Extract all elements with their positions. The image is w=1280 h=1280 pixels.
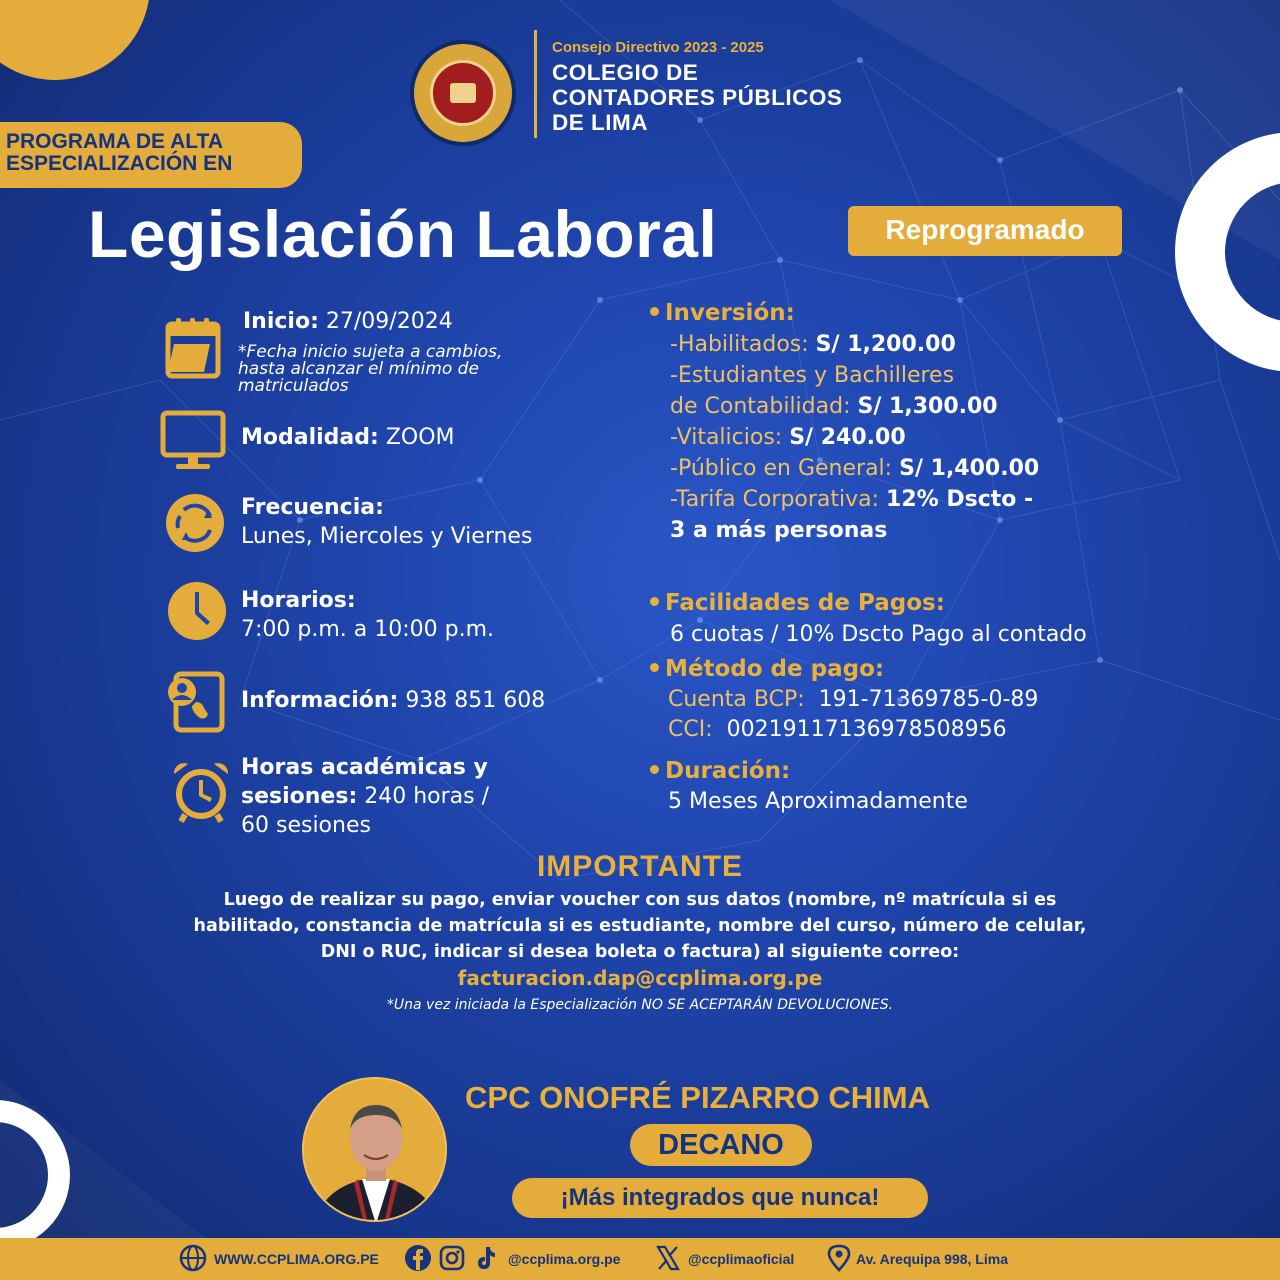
start-note-line-3: matriculados — [238, 376, 349, 396]
bullet-icon — [650, 765, 659, 774]
information-phone[interactable]: 938 851 608 — [405, 688, 546, 713]
bullet-icon — [650, 307, 659, 316]
alarm-clock-icon — [170, 760, 232, 824]
x-twitter-icon[interactable] — [654, 1243, 682, 1273]
bcp-account: 191-71369785-0-89 — [818, 687, 1039, 712]
no-refund-note: *Una vez iniciada la Especialización NO SE ACEPTARÁN DEVOLUCIONES. — [386, 997, 894, 1013]
method-heading: Método de pago: — [665, 656, 885, 682]
location-pin-icon — [826, 1243, 852, 1273]
start-value: 27/09/2024 — [325, 309, 453, 334]
important-line-1: Luego de realizar su pago, enviar voucher con sus datos (nombre, nº matrícula si es — [223, 890, 1057, 910]
academic-label-line-1: Horas académicas y — [241, 755, 488, 780]
lifetime-label: -Vitalicios: — [670, 425, 783, 450]
facilities-value: 6 cuotas / 10% Dscto Pago al contado — [670, 622, 1087, 647]
schedule — [241, 586, 494, 644]
important-line-3: DNI o RUC, indicar si desea boleta o factura) al siguiente correo: — [320, 942, 960, 962]
program-line-1: PROGRAMA DE ALTA — [6, 130, 223, 153]
council-period: Consejo Directivo 2023 - 2025 — [552, 39, 764, 56]
recurring-cycle-icon — [164, 492, 226, 554]
status-badge: Reprogramado — [848, 206, 1122, 256]
frequency-label: Frecuencia: — [241, 495, 384, 520]
start-note — [238, 344, 502, 395]
academic-hours — [241, 753, 489, 840]
important-title: IMPORTANTE — [536, 850, 744, 883]
slogan-badge: ¡Más integrados que nunca! — [512, 1178, 928, 1218]
academic-label-line-2: sesiones: — [241, 784, 358, 809]
facebook-icon[interactable] — [404, 1243, 432, 1273]
frequency — [241, 493, 532, 551]
duration-value: 5 Meses Aproximadamente — [668, 789, 968, 814]
academic-value-line-1: 240 horas / — [364, 784, 490, 809]
mode-label: Modalidad: — [241, 425, 379, 450]
payment-method-section — [650, 654, 1038, 745]
bullet-icon — [650, 663, 659, 672]
modality — [241, 423, 455, 452]
corporate-discount: 12% Dscto - — [886, 487, 1034, 512]
important-body — [100, 887, 1180, 965]
cci-label: CCI: — [668, 717, 713, 742]
cci-account: 00219117136978508956 — [726, 717, 1007, 742]
twitter-handle[interactable]: @ccplimaoficial — [688, 1251, 795, 1267]
monitor-icon — [160, 410, 226, 472]
college-name-line-1: COLEGIO DE — [552, 60, 699, 85]
lifetime-price: S/ 240.00 — [789, 425, 906, 450]
academic-value-line-2: 60 sesiones — [241, 813, 371, 838]
dean-role-badge: DECANO — [630, 1124, 812, 1166]
globe-icon — [178, 1243, 208, 1273]
dean-portrait-avatar — [304, 1079, 447, 1222]
clock-icon — [166, 580, 228, 642]
billing-email-link[interactable]: facturacion.dap@ccplima.org.pe — [457, 966, 823, 990]
phone-contact-icon — [162, 668, 228, 734]
schedule-label: Horarios: — [241, 588, 356, 613]
investment-section — [650, 298, 1039, 546]
frequency-value: Lunes, Miercoles y Viernes — [241, 524, 533, 549]
header-divider — [534, 30, 537, 138]
tiktok-icon[interactable] — [472, 1243, 500, 1273]
corporate-label: -Tarifa Corporativa: — [670, 487, 880, 512]
duration-heading: Duración: — [665, 758, 791, 784]
public-price: S/ 1,400.00 — [899, 456, 1040, 481]
bullet-icon — [650, 597, 659, 606]
calendar-icon — [160, 316, 224, 380]
dean-photo — [302, 1077, 447, 1222]
course-title: Legislación Laboral — [88, 197, 718, 271]
program-badge — [0, 122, 302, 188]
start-label: Inicio: — [243, 309, 319, 334]
address: Av. Arequipa 998, Lima — [856, 1251, 1008, 1267]
information-label: Información: — [241, 688, 399, 713]
students-label-line-2: de Contabilidad: — [670, 394, 851, 419]
enabled-price: S/ 1,200.00 — [815, 332, 956, 357]
program-line-2: ESPECIALIZACIÓN EN — [6, 152, 233, 175]
social-handle[interactable]: @ccplima.org.pe — [508, 1251, 621, 1267]
dean-name: CPC ONOFRÉ PIZARRO CHIMA — [465, 1080, 930, 1115]
website-link[interactable]: WWW.CCPLIMA.ORG.PE — [214, 1251, 379, 1267]
college-name — [552, 60, 842, 135]
corporate-condition: 3 a más personas — [670, 518, 888, 543]
students-label-line-1: -Estudiantes y Bachilleres — [670, 363, 955, 388]
mode-value: ZOOM — [385, 425, 455, 450]
information — [241, 686, 545, 715]
public-label: -Público en General: — [670, 456, 893, 481]
bcp-label: Cuenta BCP: — [668, 687, 805, 712]
students-price: S/ 1,300.00 — [857, 394, 998, 419]
payment-facilities-section — [650, 588, 1087, 650]
schedule-value: 7:00 p.m. a 10:00 p.m. — [241, 617, 495, 642]
investment-heading: Inversión: — [665, 300, 795, 326]
college-name-line-3: DE LIMA — [552, 110, 648, 135]
important-line-2: habilitado, constancia de matrícula si es estudiante, nombre del curso, número de celular, — [193, 916, 1087, 936]
college-name-line-2: CONTADORES PÚBLICOS — [552, 85, 843, 110]
enabled-label: -Habilitados: — [670, 332, 809, 357]
college-seal-logo — [410, 40, 516, 146]
seal-emblem — [430, 60, 496, 126]
start-note-line-2: hasta alcanzar el mínimo de — [238, 359, 479, 379]
facilities-heading: Facilidades de Pagos: — [665, 590, 945, 616]
duration-section — [650, 756, 968, 817]
instagram-icon[interactable] — [438, 1243, 466, 1273]
start-date — [243, 307, 453, 336]
start-note-line-1: *Fecha inicio sujeta a cambios, — [238, 342, 503, 362]
